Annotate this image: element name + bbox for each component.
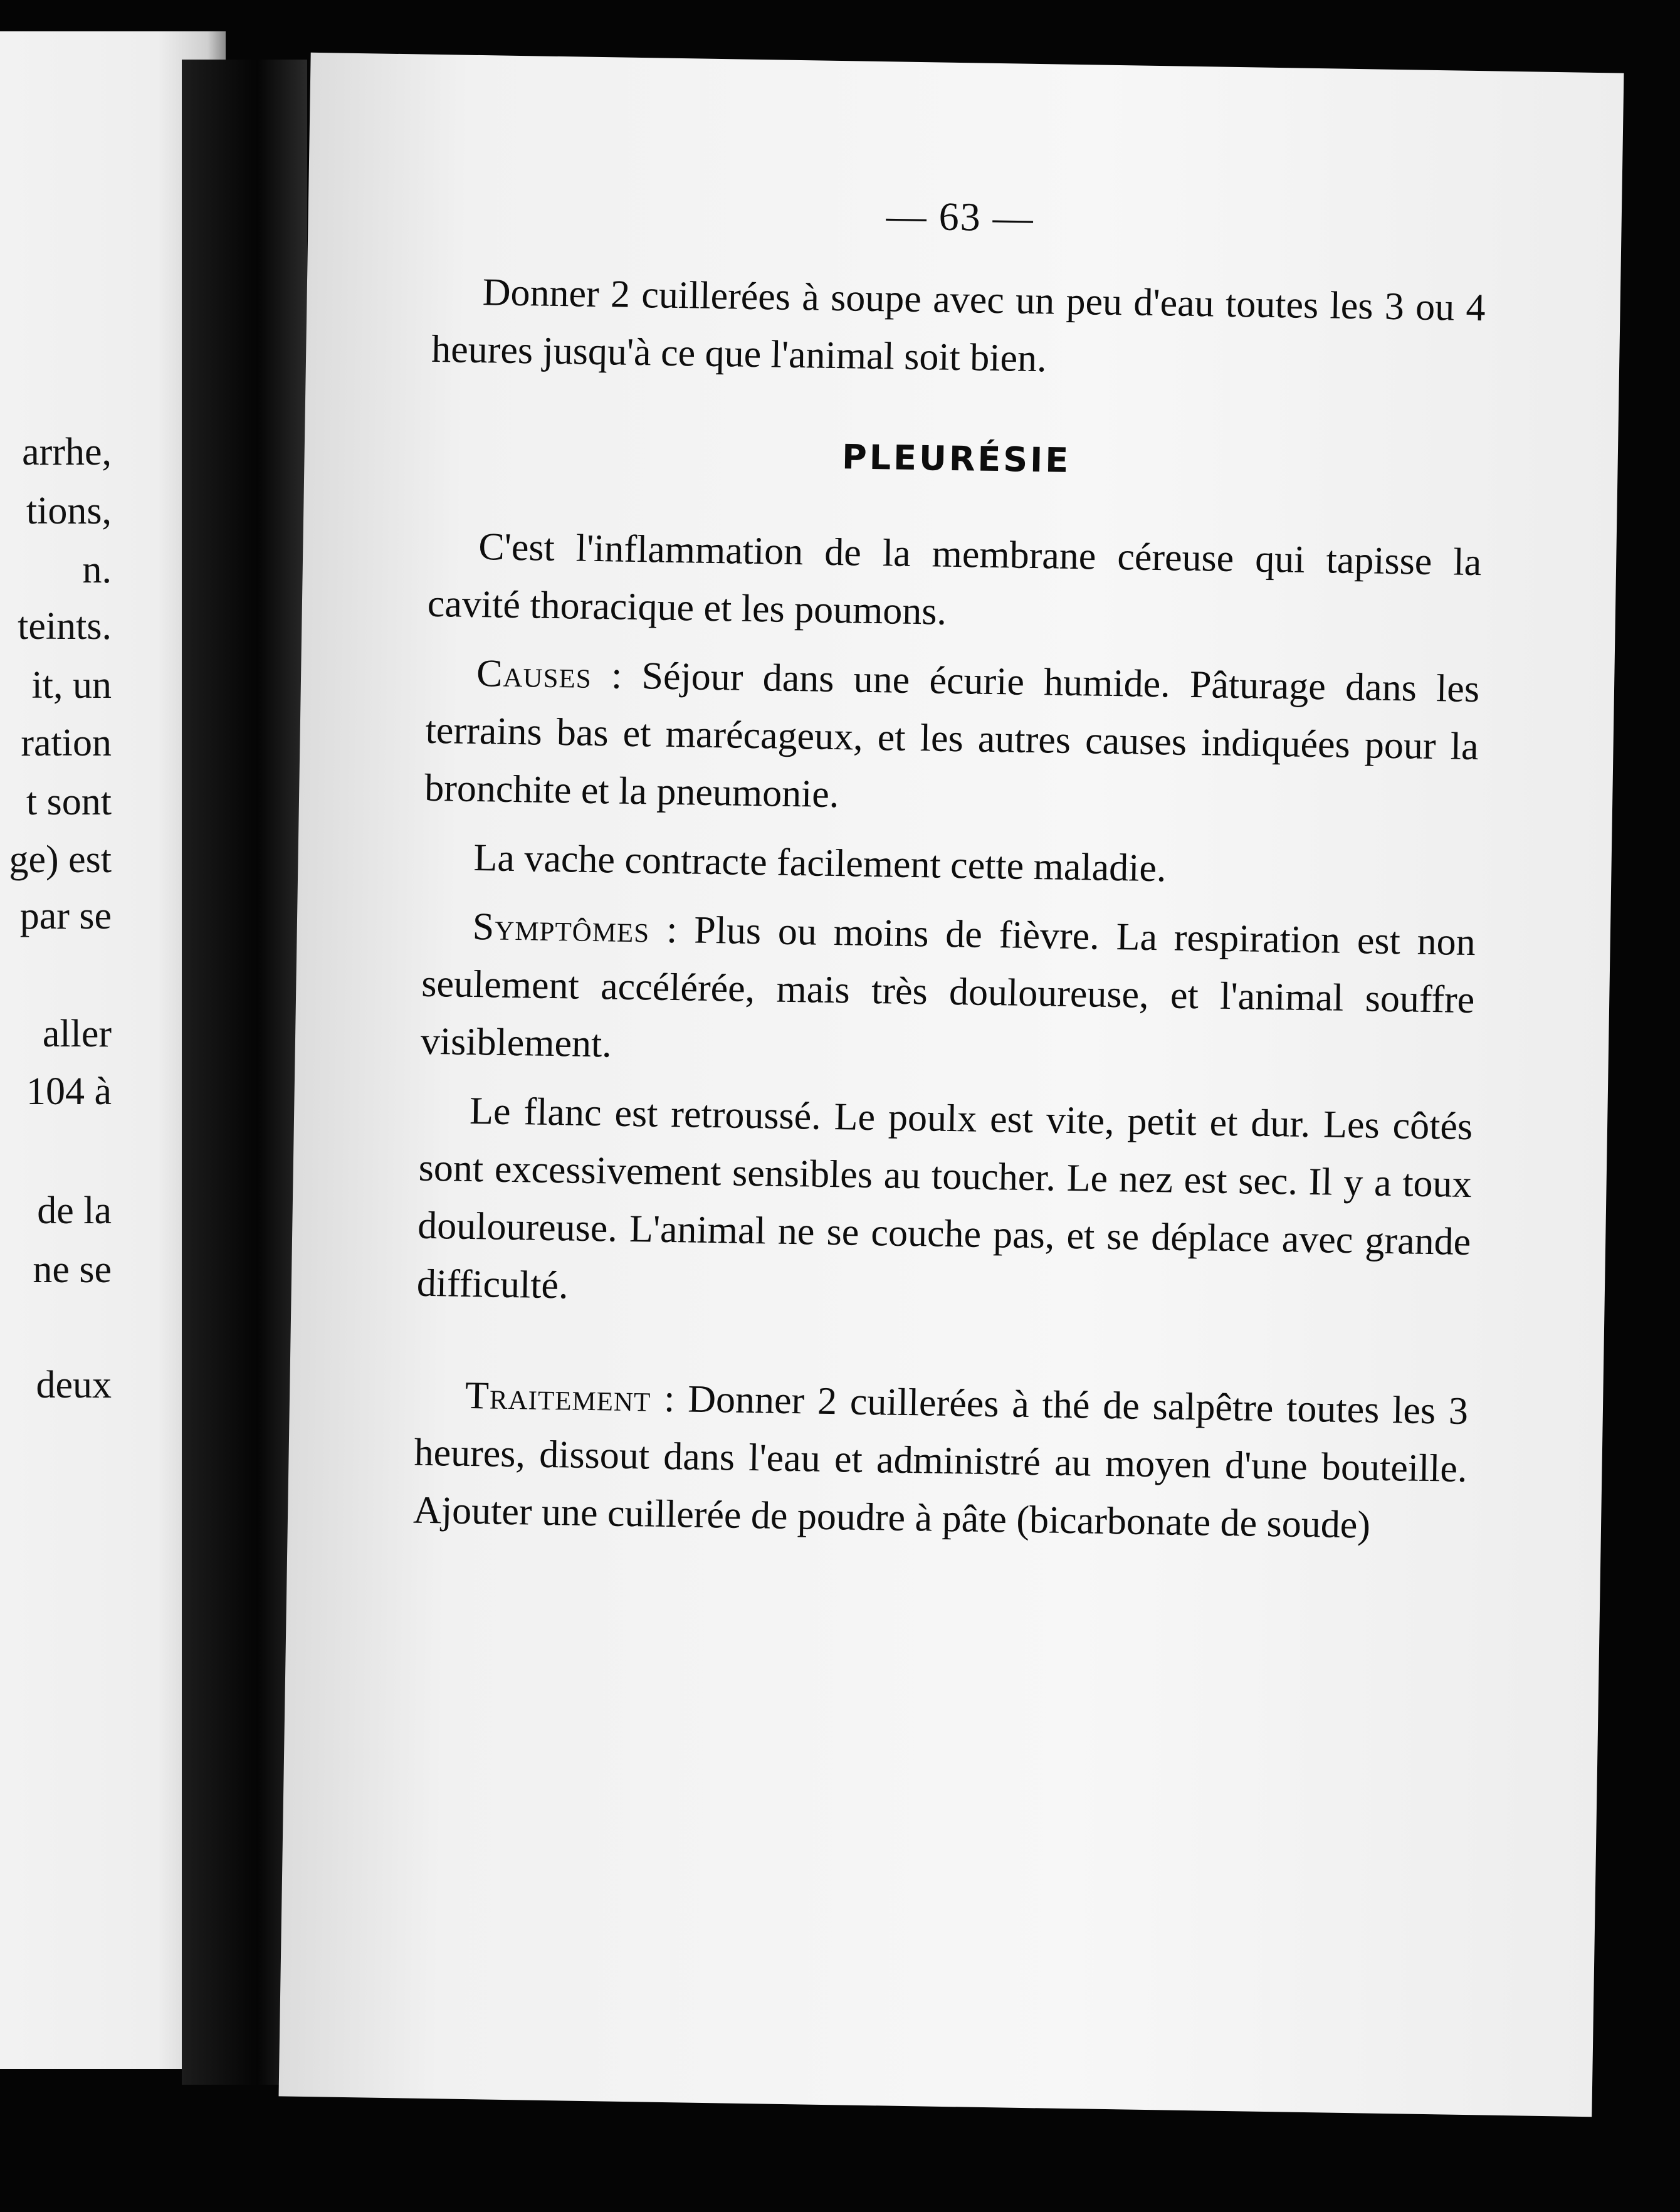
left-page-fragment: ge) est [9,838,112,881]
left-page-fragment: ne se [33,1248,112,1291]
treatment-text: : Donner 2 cuillerées à thé de salpêtre toutes les 3 heures, dissout dans l'eau et administré au moyen d'une bouteille. Ajouter une cuillerée de poudre à pâte (bicarbonate de soude) [412,1377,1469,1547]
treatment-label: Traitement [465,1374,651,1420]
left-page-fragment: par se [19,895,112,937]
symptoms-label: Symptômes [472,905,650,951]
left-page-fragment: ration [21,722,112,764]
intro-paragraph: Donner 2 cuillerées à soupe avec un peu d'eau toutes les 3 ou 4 heures jusqu'à ce que l'animal soit bien. [431,271,1486,381]
left-page-fragment: teints. [18,605,112,648]
left-page-fragment: aller [42,1013,112,1055]
page-number: — 63 — [886,193,1035,240]
treatment-paragraph [413,1366,1469,1556]
section-heading: PLEURÉSIE [841,437,1071,480]
left-page-fragment: tions, [26,490,112,532]
causes-label: Causes [476,652,592,697]
symptoms-paragraph [420,897,1476,1087]
symptoms-more-paragraph: Le flanc est retroussé. Le poulx est vite, petit et dur. Les côtés sont excessivement sensibles au toucher. Le nez est sec. Il y a toux douloureuse. L'animal ne se couche pas, et se déplace avec grande difficulté. [416,1089,1473,1307]
right-page [279,53,1624,2117]
left-page-fragment: 104 à [26,1070,112,1113]
page-text-block [412,180,1487,1567]
causes-paragraph [424,644,1480,833]
causes-text: : Séjour dans une écurie humide. Pâturage dans les terrains bas et marécageux, et les autres causes indiquées pour la bronchite et la pneumonie. [424,653,1480,816]
left-page-fragment: t sont [26,781,112,823]
left-page-fragment: it, un [31,664,112,707]
definition-paragraph: C'est l'inflammation de la membrane céreuse qui tapisse la cavité thoracique et les poumons. [427,525,1482,633]
left-page-fragment: arrhe, [22,431,112,473]
symptoms-text: : Plus ou moins de fièvre. La respiration est non seulement accélérée, mais très douloureuse, et l'animal souffre visiblement. [420,908,1476,1066]
cow-note-paragraph: La vache contracte facilement cette maladie. [473,836,1167,890]
left-page-fragment: n. [82,549,112,591]
left-page-fragment: de la [37,1189,112,1232]
left-page-fragment: deux [36,1364,112,1406]
